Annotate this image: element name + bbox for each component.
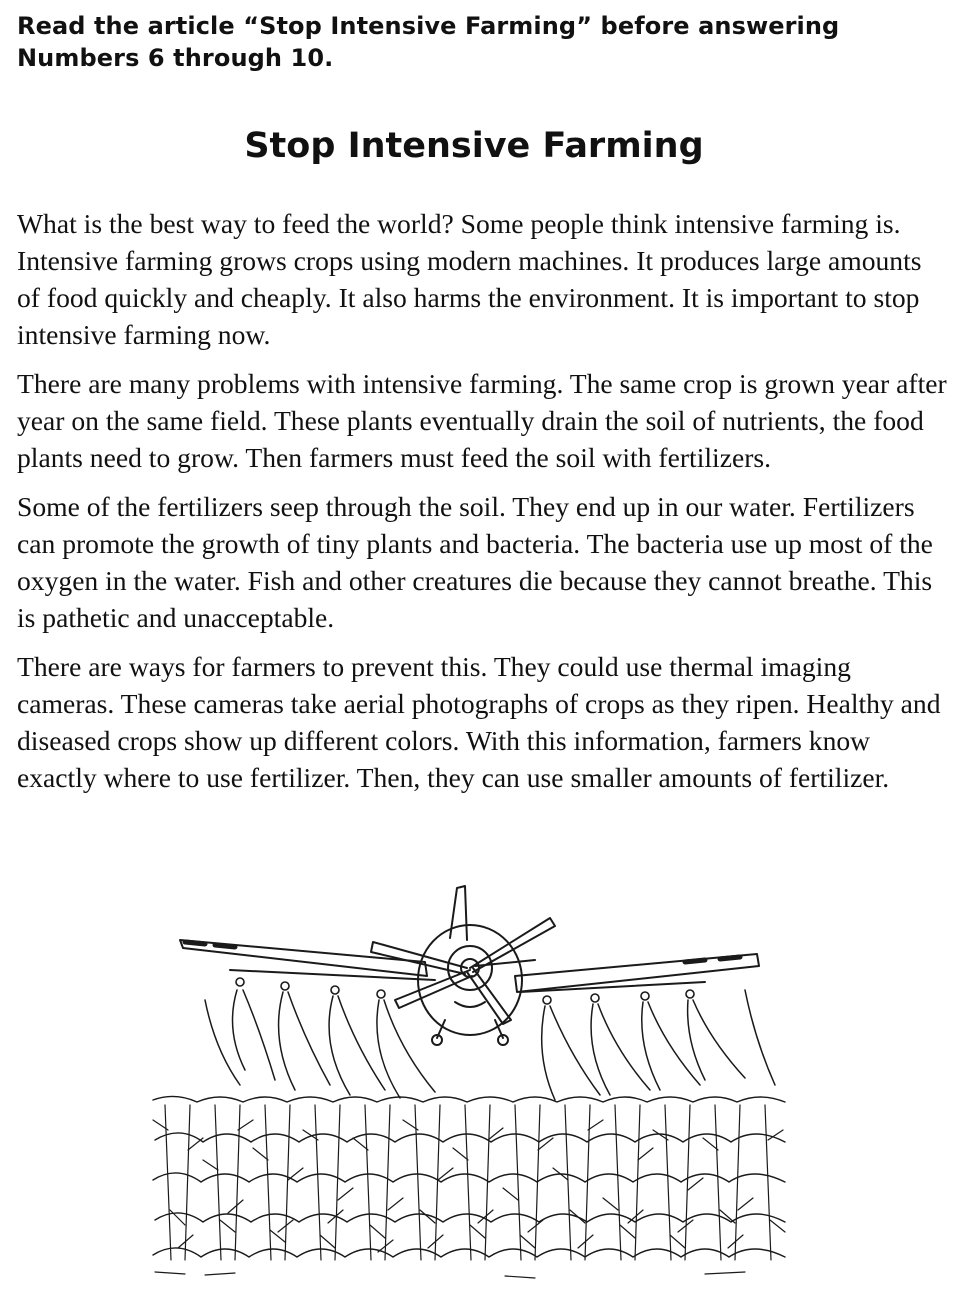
crop-duster-illustration	[145, 880, 810, 1285]
paragraph-1: What is the best way to feed the world? Some people think intensive farming is. Intensive farming grows crops using modern machines. It produces large amounts of food quickly and cheaply. It also harms the environment. It is important to stop intensive farming now.	[17, 208, 922, 350]
crop-duster-airplane-icon	[145, 880, 810, 1285]
instructions: Read the article “Stop Intensive Farming” before answering Numbers 6 through 10.	[17, 12, 840, 72]
article-body	[17, 205, 947, 808]
paragraph-3: Some of the fertilizers seep through the soil. They end up in our water. Fertilizers can promote the growth of tiny plants and bacteria. The bacteria use up most of the oxygen in the water. Fish and other creatures die because they cannot breathe. This is pathetic and unacceptable.	[17, 491, 933, 633]
paragraph-4: There are ways for farmers to prevent this. They could use thermal imaging cameras. These cameras take aerial photographs of crops as they ripen. Healthy and diseased crops show up different colors. With this information, farmers know exactly where to use fertilizer. Then, they can use smaller amounts of fertilizer.	[17, 651, 941, 793]
paragraph-2: There are many problems with intensive farming. The same crop is grown year after year on the same field. These plants eventually drain the soil of nutrients, the food plants need to grow. Then farmers must feed the soil with fertilizers.	[17, 368, 947, 473]
article-title: Stop Intensive Farming	[244, 126, 704, 166]
